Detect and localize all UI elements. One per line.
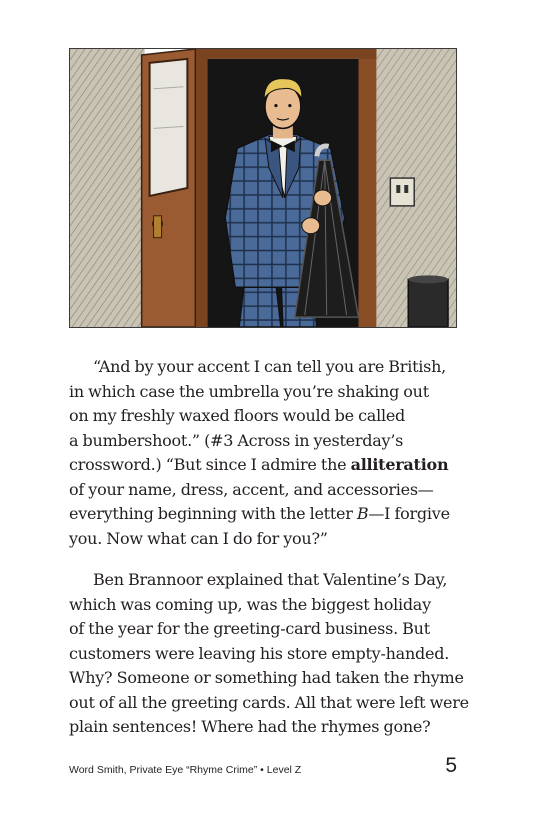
text-line: Ben Brannoor explained that Valentine’s Day, <box>93 570 448 589</box>
illustration-icon <box>70 49 456 327</box>
text-line: of your name, dress, accent, and accessories— <box>69 479 434 499</box>
paragraph-2 <box>69 568 469 740</box>
text-line: you. Now what can I do for you?” <box>69 528 328 548</box>
paragraph-1 <box>69 355 461 551</box>
text-line: “And by your accent I can tell you are British, <box>93 357 446 376</box>
text-line: Why? Someone or something had taken the rhyme <box>69 668 464 687</box>
text-line: in which case the umbrella you’re shaking out <box>69 381 429 401</box>
text-line: of the year for the greeting-card business. But <box>69 619 430 638</box>
page-number: 5 <box>445 754 457 777</box>
text-line: plain sentences! Where had the rhymes gone? <box>69 717 431 736</box>
text-line: which was coming up, was the biggest holiday <box>69 594 431 614</box>
text-line: crossword.) “But since I admire the alliteration <box>69 455 449 474</box>
footer-title: Word Smith, Private Eye “Rhyme Crime” • Level Z <box>69 764 302 776</box>
italic-letter: B <box>356 504 369 523</box>
text-line: a bumbershoot.” (#3 Across in yesterday’s <box>69 430 404 450</box>
text-line: everything beginning with the letter B—I forgive <box>69 504 450 523</box>
vocabulary-word: alliteration <box>350 455 449 474</box>
detective-doorway-illustration <box>69 48 457 328</box>
text-line: out of all the greeting cards. All that were left were <box>69 692 469 712</box>
text-line: customers were leaving his store empty-handed. <box>69 643 450 663</box>
text-line: on my freshly waxed floors would be called <box>69 406 406 425</box>
